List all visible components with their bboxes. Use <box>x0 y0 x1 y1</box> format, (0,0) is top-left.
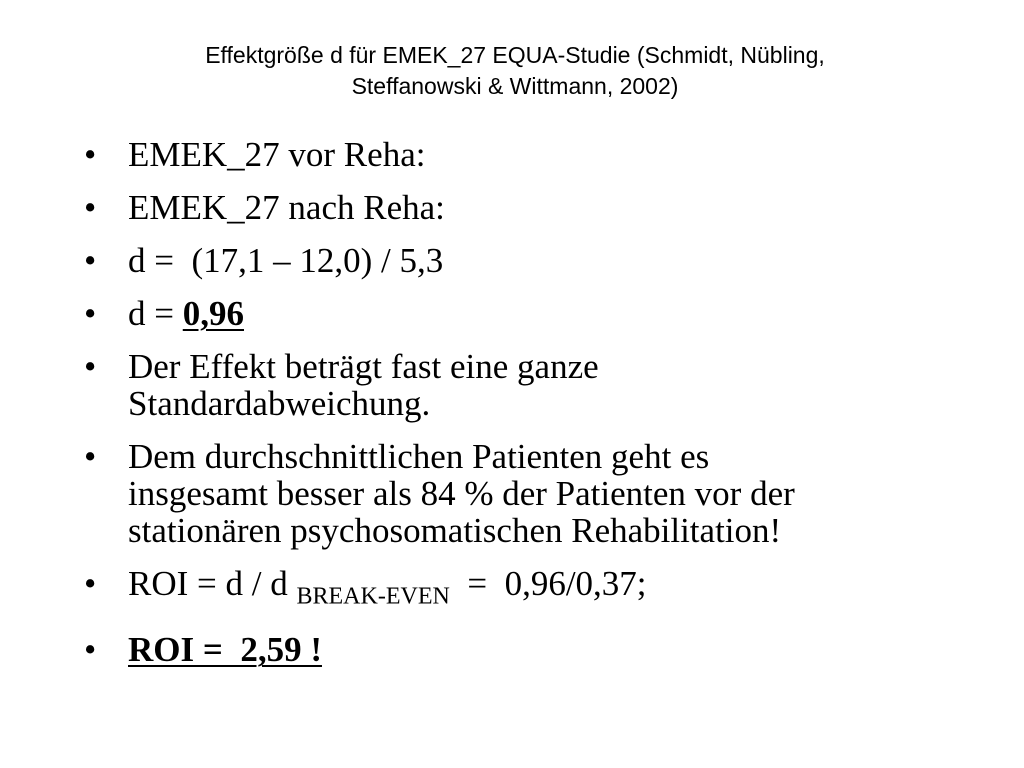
bullet-icon: • <box>84 294 97 333</box>
bullet-text: d = <box>128 294 183 333</box>
bullet-item-d-value <box>78 295 968 332</box>
bullet-item-patient <box>78 438 968 549</box>
roi-result-highlight: ROI = 2,59 ! <box>128 630 322 670</box>
title-line-2: Steffanowski & Wittmann, 2002) <box>351 73 679 99</box>
bullet-item-roi-formula <box>78 565 968 615</box>
bullet-icon: • <box>84 437 97 476</box>
bullet-text: EMEK_27 vor Reha: <box>128 135 426 174</box>
bullet-icon: • <box>84 630 97 670</box>
bullet-text-line-1: Der Effekt beträgt fast eine ganze <box>128 347 599 386</box>
d-value-highlight: 0,96 <box>182 294 244 333</box>
roi-subscript: BREAK-EVEN <box>296 583 450 610</box>
bullet-item-formula <box>78 242 968 279</box>
title-line-1: Effektgröße d für EMEK_27 EQUA-Studie (Schmidt, Nübling, <box>205 42 825 68</box>
bullet-icon: • <box>84 135 97 174</box>
roi-prefix: ROI = d / d <box>128 564 297 603</box>
bullet-text-line-3: stationären psychosomatischen Rehabilitation! <box>128 511 782 550</box>
bullet-text: EMEK_27 nach Reha: <box>128 188 445 227</box>
bullet-icon: • <box>84 347 97 386</box>
bullet-text: d = (17,1 – 12,0) / 5,3 <box>128 241 444 280</box>
bullet-text-line-2: Standardabweichung. <box>128 384 431 423</box>
bullet-item-vor-reha <box>78 136 968 173</box>
bullet-item-effekt <box>78 348 968 422</box>
bullet-icon: • <box>84 241 97 280</box>
bullet-icon: • <box>84 564 97 603</box>
slide-title <box>100 40 930 102</box>
roi-suffix: = 0,96/0,37; <box>449 564 647 603</box>
bullet-list <box>78 136 968 684</box>
bullet-text-line-2: insgesamt besser als 84 % der Patienten vor der <box>128 474 795 513</box>
bullet-item-nach-reha <box>78 189 968 226</box>
bullet-text-line-1: Dem durchschnittlichen Patienten geht es <box>128 437 710 476</box>
bullet-icon: • <box>84 188 97 227</box>
bullet-item-roi-result <box>78 631 968 668</box>
